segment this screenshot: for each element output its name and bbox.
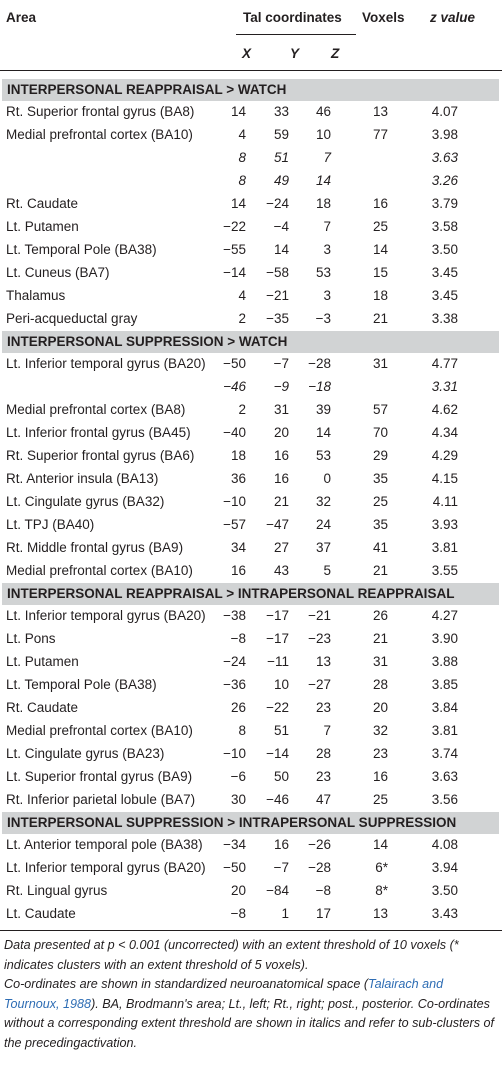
cell-voxels: 41 — [372, 540, 388, 555]
cell-z: 23 — [315, 769, 331, 784]
cell-x: 2 — [238, 402, 246, 417]
cell-x: −10 — [223, 494, 246, 509]
section-header — [2, 79, 499, 101]
cell-x: −36 — [223, 677, 246, 692]
table-row — [0, 697, 502, 720]
section-title: INTERPERSONAL SUPPRESSION > INTRAPERSONAL SUPPRESSION — [7, 815, 457, 830]
cell-zvalue: 3.84 — [431, 700, 458, 715]
cell-x: 2 — [238, 311, 246, 326]
cell-y: 14 — [273, 242, 289, 257]
header-voxels: Voxels — [362, 10, 405, 25]
cell-zvalue: 4.29 — [431, 448, 458, 463]
table-row — [0, 170, 502, 193]
cell-x: 18 — [230, 448, 246, 463]
cell-x: −24 — [223, 654, 246, 669]
cell-x: 4 — [238, 127, 246, 142]
cell-x: 14 — [230, 104, 246, 119]
cell-z: −21 — [308, 608, 331, 623]
cell-zvalue: 4.15 — [431, 471, 458, 486]
cell-z: 14 — [315, 425, 331, 440]
cell-z: −3 — [315, 311, 331, 326]
cell-area: Medial prefrontal cortex (BA10) — [6, 563, 193, 578]
cell-x: −6 — [230, 769, 246, 784]
table-row — [0, 628, 502, 651]
cell-voxels: 35 — [372, 517, 388, 532]
cell-voxels: 16 — [372, 769, 388, 784]
cell-z: −28 — [308, 356, 331, 371]
cell-y: 1 — [281, 906, 289, 921]
cell-x: 8 — [238, 723, 246, 738]
cell-z: 10 — [315, 127, 331, 142]
table-row — [0, 903, 502, 926]
cell-zvalue: 3.90 — [431, 631, 458, 646]
cell-x: 14 — [230, 196, 246, 211]
cell-voxels: 6* — [375, 860, 388, 875]
table-row — [0, 353, 502, 376]
header-area: Area — [6, 10, 37, 25]
cell-zvalue: 3.94 — [431, 860, 458, 875]
cell-zvalue: 3.38 — [431, 311, 458, 326]
cell-y: 49 — [273, 173, 289, 188]
cell-zvalue: 3.58 — [431, 219, 458, 234]
cell-z: 23 — [315, 700, 331, 715]
table-bottom-rule — [0, 930, 502, 931]
cell-z: 7 — [323, 219, 331, 234]
cell-x: −38 — [223, 608, 246, 623]
table-row — [0, 766, 502, 789]
cell-zvalue: 3.74 — [431, 746, 458, 761]
cell-z: 47 — [315, 792, 331, 807]
cell-voxels: 20 — [372, 700, 388, 715]
cell-y: −14 — [266, 746, 289, 761]
cell-x: −40 — [223, 425, 246, 440]
cell-z: 7 — [323, 150, 331, 165]
table-row — [0, 674, 502, 697]
section-header — [2, 812, 499, 834]
cell-voxels: 13 — [372, 906, 388, 921]
cell-voxels: 31 — [372, 654, 388, 669]
cell-y: −11 — [267, 654, 289, 669]
cell-z: 32 — [315, 494, 331, 509]
cell-x: 16 — [230, 563, 246, 578]
cell-x: −34 — [223, 837, 246, 852]
cell-z: −26 — [308, 837, 331, 852]
cell-z: −27 — [308, 677, 331, 692]
cell-area: Rt. Lingual gyrus — [6, 883, 108, 898]
table-row — [0, 285, 502, 308]
cell-area: Lt. Inferior frontal gyrus (BA45) — [6, 425, 191, 440]
cell-area: Peri-acqueductal gray — [6, 311, 138, 326]
cell-area: Lt. Pons — [6, 631, 56, 646]
cell-zvalue: 3.43 — [431, 906, 458, 921]
table-row — [0, 124, 502, 147]
cell-area: Lt. Superior frontal gyrus (BA9) — [6, 769, 193, 784]
cell-zvalue: 3.31 — [431, 379, 458, 394]
cell-x: 30 — [230, 792, 246, 807]
cell-area: Lt. Cuneus (BA7) — [6, 265, 110, 280]
cell-z: 0 — [323, 471, 331, 486]
footnote-coordinates — [4, 975, 498, 1053]
cell-y: 16 — [273, 837, 289, 852]
cell-y: −24 — [266, 196, 289, 211]
cell-y: 16 — [273, 448, 289, 463]
cell-area: Lt. TPJ (BA40) — [6, 517, 95, 532]
cell-x: −22 — [223, 219, 246, 234]
cell-area: Lt. Cingulate gyrus (BA32) — [6, 494, 165, 509]
cell-voxels: 25 — [372, 792, 388, 807]
table-body — [0, 79, 502, 926]
table-row — [0, 308, 502, 331]
cell-x: 8 — [238, 173, 246, 188]
cell-z: 3 — [323, 288, 331, 303]
cell-y: −7 — [273, 356, 289, 371]
cell-zvalue: 3.55 — [431, 563, 458, 578]
cell-zvalue: 4.27 — [431, 608, 458, 623]
footnote-text-post: ). BA, Brodmann's area; Lt., left; Rt., right; post., posterior. Co-ordinates without a corresponding extent threshold are shown in italics and refer to sub-clusters of the precedingactivation. — [4, 996, 495, 1050]
table-row — [0, 651, 502, 674]
cell-area: Rt. Anterior insula (BA13) — [6, 471, 159, 486]
cell-zvalue: 3.56 — [431, 792, 458, 807]
cell-voxels: 28 — [372, 677, 388, 692]
table-row — [0, 399, 502, 422]
header-y: Y — [290, 46, 300, 61]
cell-voxels: 25 — [372, 219, 388, 234]
cell-y: 43 — [273, 563, 289, 578]
cell-area: Lt. Temporal Pole (BA38) — [6, 242, 157, 257]
section-title: INTERPERSONAL REAPPRAISAL > INTRAPERSONAL REAPPRAISAL — [7, 586, 455, 601]
cell-voxels: 29 — [372, 448, 388, 463]
cell-zvalue: 4.34 — [431, 425, 458, 440]
cell-area: Rt. Superior frontal gyrus (BA6) — [6, 448, 195, 463]
cell-voxels: 26 — [372, 608, 388, 623]
cell-voxels: 70 — [372, 425, 388, 440]
cell-area: Lt. Putamen — [6, 219, 79, 234]
cell-z: 17 — [315, 906, 331, 921]
cell-voxels: 16 — [372, 196, 388, 211]
cell-voxels: 35 — [372, 471, 388, 486]
cell-z: 28 — [315, 746, 331, 761]
table-row — [0, 743, 502, 766]
cell-y: 50 — [273, 769, 289, 784]
cell-x: −50 — [223, 860, 246, 875]
table-row — [0, 514, 502, 537]
header-z: Z — [331, 46, 340, 61]
cell-area: Rt. Caudate — [6, 700, 79, 715]
table-row — [0, 537, 502, 560]
cell-y: 10 — [273, 677, 289, 692]
cell-x: −57 — [223, 517, 246, 532]
cell-area: Rt. Caudate — [6, 196, 79, 211]
cell-area: Rt. Superior frontal gyrus (BA8) — [6, 104, 195, 119]
cell-y: −46 — [266, 792, 289, 807]
table-row — [0, 422, 502, 445]
cell-voxels: 15 — [372, 265, 388, 280]
cell-y: −22 — [266, 700, 289, 715]
cell-zvalue: 3.81 — [431, 723, 458, 738]
cell-z: −18 — [308, 379, 331, 394]
cell-zvalue: 3.63 — [431, 150, 458, 165]
cell-zvalue: 4.77 — [431, 356, 458, 371]
cell-y: 33 — [273, 104, 289, 119]
cell-zvalue: 3.45 — [431, 265, 458, 280]
cell-voxels: 14 — [372, 242, 388, 257]
header-x: X — [242, 46, 252, 61]
cell-x: −55 — [223, 242, 246, 257]
cell-x: −8 — [230, 906, 246, 921]
cell-z: 53 — [315, 265, 331, 280]
cell-zvalue: 3.50 — [431, 242, 458, 257]
cell-x: −10 — [223, 746, 246, 761]
cell-y: 16 — [273, 471, 289, 486]
cell-area: Lt. Inferior temporal gyrus (BA20) — [6, 860, 206, 875]
cell-y: 51 — [273, 723, 289, 738]
cell-y: 51 — [273, 150, 289, 165]
cell-zvalue: 3.98 — [431, 127, 458, 142]
cell-area: Lt. Inferior temporal gyrus (BA20) — [6, 608, 206, 623]
table-row — [0, 147, 502, 170]
cell-z: 3 — [323, 242, 331, 257]
cell-x: −46 — [223, 379, 246, 394]
cell-zvalue: 4.08 — [431, 837, 458, 852]
cell-zvalue: 3.45 — [431, 288, 458, 303]
cell-z: 18 — [315, 196, 331, 211]
cell-zvalue: 3.63 — [431, 769, 458, 784]
cell-area: Medial prefrontal cortex (BA10) — [6, 127, 193, 142]
cell-zvalue: 4.07 — [431, 104, 458, 119]
cell-z: 53 — [315, 448, 331, 463]
cell-area: Lt. Inferior temporal gyrus (BA20) — [6, 356, 206, 371]
cell-z: −8 — [315, 883, 331, 898]
cell-voxels: 77 — [372, 127, 388, 142]
cell-x: 20 — [230, 883, 246, 898]
cell-y: 21 — [273, 494, 289, 509]
cell-voxels: 18 — [372, 288, 388, 303]
cell-z: 39 — [315, 402, 331, 417]
cell-zvalue: 3.26 — [431, 173, 458, 188]
cell-x: −14 — [223, 265, 246, 280]
cell-z: 13 — [315, 654, 331, 669]
cell-z: 14 — [315, 173, 331, 188]
cell-voxels: 32 — [372, 723, 388, 738]
table-row — [0, 857, 502, 880]
cell-voxels: 25 — [372, 494, 388, 509]
cell-area: Thalamus — [6, 288, 66, 303]
cell-z: 46 — [315, 104, 331, 119]
table-row — [0, 560, 502, 583]
cell-voxels: 8* — [375, 883, 388, 898]
header-rule — [0, 70, 502, 71]
cell-voxels: 21 — [372, 563, 388, 578]
table-row — [0, 239, 502, 262]
cell-y: 31 — [273, 402, 289, 417]
table-row — [0, 216, 502, 239]
cell-y: −21 — [266, 288, 289, 303]
section-header — [2, 583, 499, 605]
table-row — [0, 491, 502, 514]
table-row — [0, 193, 502, 216]
cell-area: Lt. Anterior temporal pole (BA38) — [6, 837, 203, 852]
cell-y: −4 — [273, 219, 289, 234]
cell-y: 59 — [273, 127, 289, 142]
cell-z: 37 — [315, 540, 331, 555]
cell-z: 7 — [323, 723, 331, 738]
cell-z: 5 — [323, 563, 331, 578]
cell-voxels: 21 — [372, 631, 388, 646]
cell-y: −17 — [266, 631, 289, 646]
cell-x: 34 — [230, 540, 246, 555]
section-title: INTERPERSONAL REAPPRAISAL > WATCH — [7, 82, 287, 97]
cell-area: Rt. Inferior parietal lobule (BA7) — [6, 792, 196, 807]
table-row — [0, 880, 502, 903]
cell-zvalue: 3.85 — [431, 677, 458, 692]
cell-area: Lt. Caudate — [6, 906, 76, 921]
section-title: INTERPERSONAL SUPPRESSION > WATCH — [7, 334, 288, 349]
cell-y: 27 — [273, 540, 289, 555]
cell-x: 8 — [238, 150, 246, 165]
cell-y: −17 — [266, 608, 289, 623]
header-tal-coordinates: Tal coordinates — [243, 10, 342, 25]
table-row — [0, 720, 502, 743]
cell-voxels: 31 — [372, 356, 388, 371]
cell-area: Medial prefrontal cortex (BA10) — [6, 723, 193, 738]
cell-y: −35 — [266, 311, 289, 326]
cell-zvalue: 3.50 — [431, 883, 458, 898]
cell-voxels: 57 — [372, 402, 388, 417]
table-header — [0, 0, 502, 70]
cell-z: −28 — [308, 860, 331, 875]
cell-voxels: 13 — [372, 104, 388, 119]
cell-x: 36 — [230, 471, 246, 486]
cell-voxels: 14 — [372, 837, 388, 852]
cell-x: 4 — [238, 288, 246, 303]
cell-zvalue: 3.88 — [431, 654, 458, 669]
cell-zvalue: 3.79 — [431, 196, 458, 211]
cell-zvalue: 4.11 — [432, 494, 458, 509]
cell-x: 26 — [230, 700, 246, 715]
cell-area: Lt. Putamen — [6, 654, 79, 669]
section-header — [2, 331, 499, 353]
header-z-value: z value — [430, 10, 476, 25]
table-row — [0, 101, 502, 124]
cell-y: −58 — [266, 265, 289, 280]
cell-x: −8 — [230, 631, 246, 646]
cell-z: −23 — [308, 631, 331, 646]
table-row — [0, 605, 502, 628]
cell-zvalue: 3.93 — [431, 517, 458, 532]
footnote-text-pre: Co-ordinates are shown in standardized neuroanatomical space ( — [4, 977, 369, 991]
table-footnote — [4, 936, 498, 1053]
table-row — [0, 376, 502, 399]
cell-y: −7 — [273, 860, 289, 875]
cell-voxels: 23 — [372, 746, 388, 761]
cell-area: Lt. Temporal Pole (BA38) — [6, 677, 157, 692]
cell-y: −84 — [266, 883, 289, 898]
cell-zvalue: 3.81 — [431, 540, 458, 555]
footnote-reference-link[interactable]: Talairach and Tournoux, 1988 — [4, 977, 444, 1011]
table-row — [0, 468, 502, 491]
cell-voxels: 21 — [372, 311, 388, 326]
cell-y: 20 — [273, 425, 289, 440]
cell-y: −47 — [266, 517, 289, 532]
table-row — [0, 789, 502, 812]
cell-area: Lt. Cingulate gyrus (BA23) — [6, 746, 165, 761]
cell-z: 24 — [315, 517, 331, 532]
table-row — [0, 445, 502, 468]
cell-x: −50 — [223, 356, 246, 371]
header-tal-underline — [236, 34, 356, 35]
table-row — [0, 262, 502, 285]
footnote-threshold: Data presented at p < 0.001 (uncorrected) with an extent threshold of 10 voxels (* indicates clusters with an extent threshold of 5 voxels). — [4, 938, 459, 972]
cell-area: Medial prefrontal cortex (BA8) — [6, 402, 186, 417]
cell-y: −9 — [273, 379, 289, 394]
table-row — [0, 834, 502, 857]
cell-area: Rt. Middle frontal gyrus (BA9) — [6, 540, 184, 555]
cell-zvalue: 4.62 — [431, 402, 458, 417]
